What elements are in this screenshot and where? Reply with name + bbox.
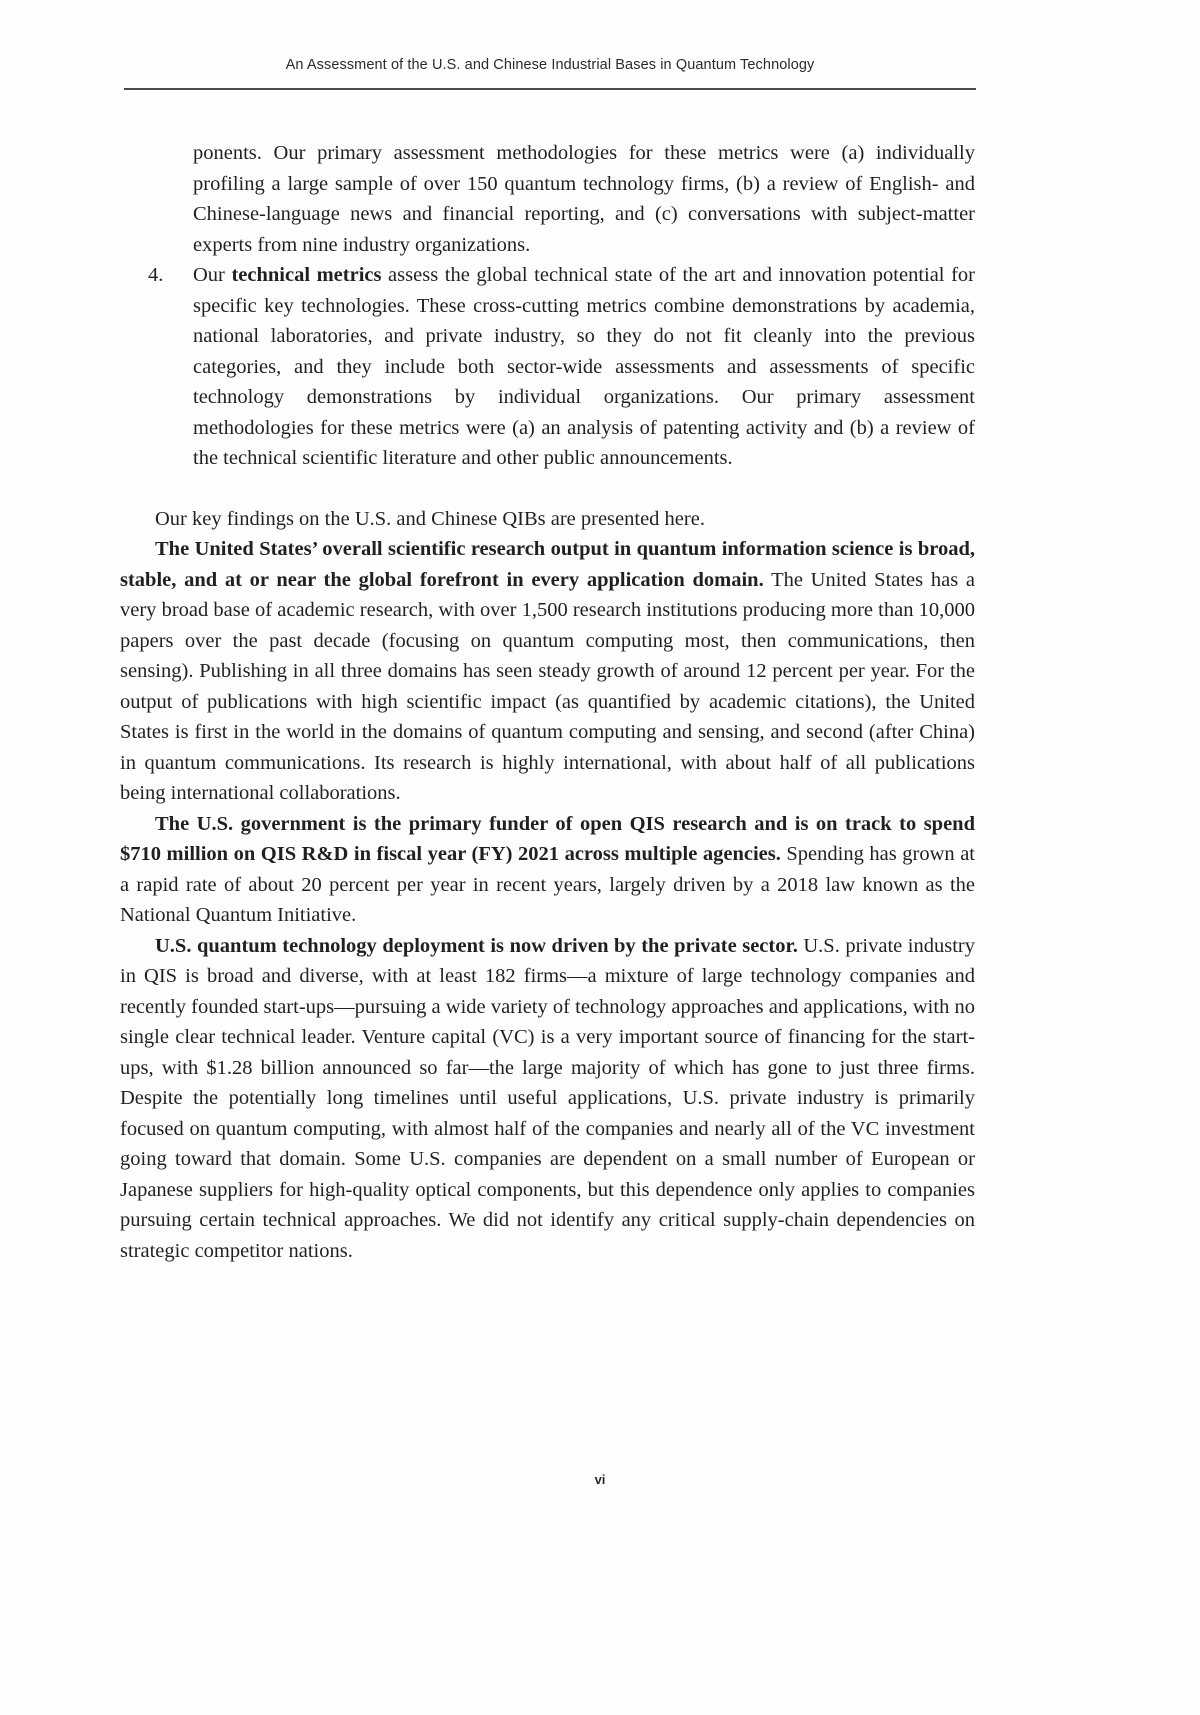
paragraph-bold-lead: U.S. quantum technology deployment is now driven by the private sector. bbox=[155, 934, 798, 957]
running-head-text: An Assessment of the U.S. and Chinese Industrial Bases in Quantum Technology bbox=[285, 57, 815, 73]
paragraph-text: The United States has a very broad base of academic research, with over 1,500 research institutions producing more than 10,000 papers over the past decade (focusing on quantum computing most, then communications, then sensing). Publishing in all three domains has seen steady growth of around 12 percent per year. For the output of publications with high scientific impact (as quantified by academic citations), the United States is first in the world in the domains of quantum computing and sensing, and second (after China) in quantum communications. Its research is highly international, with about half of all publications being international collaborations. bbox=[120, 568, 975, 804]
page-folio bbox=[0, 1471, 1200, 1489]
list-item-3-continuation: ponents. Our primary assessment methodologies for these metrics were (a) individually profiling a large sample of over 150 quantum technology firms, (b) a review of English- and Chinese-language news and financial reporting, and (c) conversations with subject-matter experts from nine industry organizations. bbox=[193, 142, 975, 256]
numbered-list-item-4 bbox=[148, 260, 975, 474]
paragraph-research-output bbox=[120, 534, 975, 809]
paragraph-private-sector bbox=[120, 931, 975, 1267]
paragraph-key-findings-intro bbox=[120, 504, 975, 535]
paragraph-text: Our key findings on the U.S. and Chinese QIBs are presented here. bbox=[155, 507, 705, 530]
page-number: vi bbox=[594, 1472, 606, 1487]
paragraph-government-funding bbox=[120, 809, 975, 931]
list-item-body: assess the global technical state of the art and innovation potential for specific key technologies. These cross-cutting metrics combine demonstrations by academia, national laboratories, and private industry, so they do not fit cleanly into the previous categories, and they include both sector-wide assessments and assessments of specific technology demonstrations by individual organizations. Our primary assessment methodologies for these metrics were (a) an analysis of patenting activity and (b) a review of the technical scientific literature and other public announcements. bbox=[193, 264, 975, 469]
list-item-lead-plain: Our bbox=[193, 264, 232, 286]
paragraph-text: Spending has grown at a rapid rate of about 20 percent per year in recent years, largely driven by a 2018 law known as the National Quantum Initiative. bbox=[120, 843, 975, 926]
paragraph-bold-lead: The U.S. government is the primary funder of open QIS research and is on track to spend $710 million on QIS R&D in fiscal year (FY) 2021 across multiple agencies. bbox=[120, 812, 975, 865]
running-head-rule bbox=[124, 88, 976, 90]
paragraph-text: U.S. private industry in QIS is broad and diverse, with at least 182 firms—a mixture of large technology companies and recently founded start-ups—pursuing a wide variety of technology approaches and applications, with no single clear technical leader. Venture capital (VC) is a very important source of financing for the start-ups, with $1.28 billion announced so far—the large majority of which has gone to just three firms. Despite the potentially long timelines until useful applications, U.S. private industry is primarily focused on quantum computing, with almost half of the companies and nearly all of the VC investment going toward that domain. Some U.S. companies are dependent on a small number of European or Japanese suppliers for high-quality optical components, but this dependence only applies to companies pursuing certain technical approaches. We did not identify any critical supply-chain dependencies on strategic competitor nations. bbox=[120, 934, 975, 1262]
paragraph-bold-lead: The United States’ overall scientific research output in quantum information science is broad, stable, and at or near the global forefront in every application domain. bbox=[120, 538, 975, 591]
list-item-marker: 4. bbox=[148, 264, 164, 286]
list-item-lead-bold: technical metrics bbox=[231, 264, 382, 286]
page-body bbox=[120, 138, 975, 1266]
running-head bbox=[124, 56, 976, 75]
